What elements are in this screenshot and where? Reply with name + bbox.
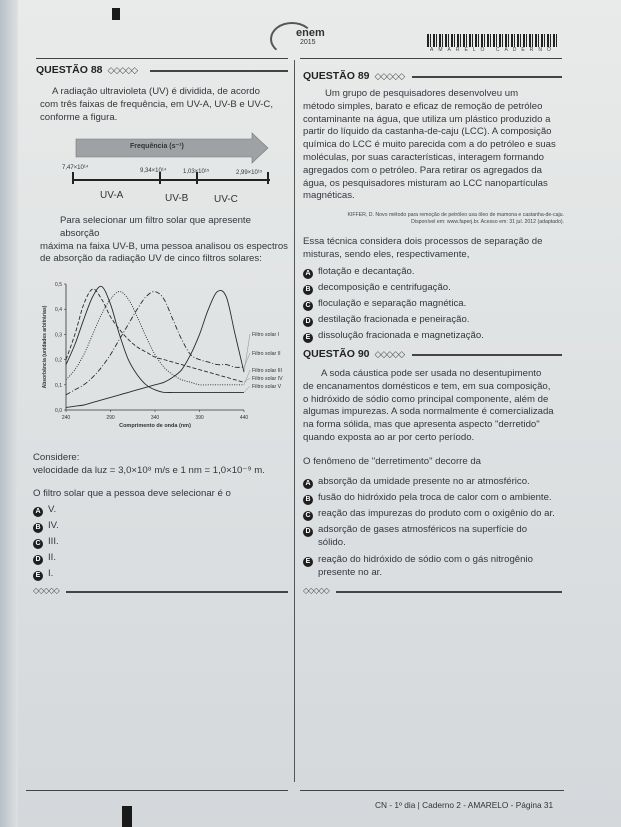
option-bullet: D <box>303 317 313 327</box>
source-line: Disponível em: www.faperj.br. Acesso em: 31 jul. 2012 (adaptado). <box>411 218 564 225</box>
series-leader-line <box>244 353 250 367</box>
q90-intro-line: algumas impurezas. A soda normalmente é comercializada <box>303 406 554 418</box>
q89-heading-rule <box>412 76 562 78</box>
option-text: floculação e separação magnética. <box>318 298 467 309</box>
q88-option-c[interactable] <box>33 536 59 549</box>
q90-intro-line: quando exposta ao ar por certo período. <box>303 431 475 443</box>
header-rule-left <box>36 58 288 59</box>
option-bullet: E <box>33 571 43 581</box>
q90-heading <box>303 348 404 360</box>
q89-intro <box>303 88 565 203</box>
q88-para2-line: máxima na faixa UV-B, uma pessoa analisou os espectros <box>40 240 288 252</box>
q90-end-deco: ◇◇◇◇◇ <box>303 586 329 595</box>
q88-option-a[interactable] <box>33 504 56 517</box>
uv-tick-label: 9,34×10¹⁴ <box>140 168 167 174</box>
q89-heading <box>303 70 404 82</box>
footer-rule-right <box>300 790 564 791</box>
uv-tick-label: 2,99×10¹⁵ <box>236 170 263 176</box>
series-leader-line <box>244 378 250 382</box>
q89-option-a[interactable] <box>303 266 415 279</box>
registration-mark-top <box>112 8 120 20</box>
enem-logo <box>270 22 332 54</box>
option-bullet: C <box>33 539 43 549</box>
q90-option-c[interactable] <box>303 508 565 521</box>
option-text: destilação fracionada e peneiração. <box>318 314 470 325</box>
barcode-text: AMARELO CADERNO <box>430 47 556 53</box>
series-line-4 <box>66 289 244 382</box>
q88-deco: ◇◇◇◇◇ <box>107 65 138 75</box>
q89-question-line: Essa técnica considera dois processos de separação de <box>303 236 543 247</box>
q90-intro <box>303 368 565 445</box>
barcode <box>427 34 559 47</box>
y-tick-label: 0,2 <box>55 357 62 364</box>
series-label: Filtro solar IV <box>252 376 283 382</box>
option-text-cont: presente no ar. <box>318 567 383 578</box>
q88-option-d[interactable] <box>33 552 56 565</box>
x-tick-label: 290 <box>106 415 115 421</box>
series-leader-line <box>244 334 250 372</box>
q89-intro-line: química do LCC é muito parecida com a do petróleo e suas <box>303 139 556 151</box>
band-uvc: UV-C <box>214 194 238 205</box>
option-bullet: A <box>33 507 43 517</box>
q88-option-b[interactable] <box>33 520 59 533</box>
option-text: absorção da umidade presente no ar atmosférico. <box>318 476 530 487</box>
option-text: V. <box>48 504 57 515</box>
y-tick-label: 0,3 <box>55 332 62 339</box>
q89-intro-line: partir do líquido da castanha-de-caju (LCC). A composição <box>303 126 552 138</box>
series-line-2 <box>66 292 244 395</box>
q89-intro-line: água, os pesquisadores misturam ao LCC nanopartículas <box>303 177 548 189</box>
logo-year: 2015 <box>300 39 316 46</box>
option-text: flotação e decantação. <box>318 266 415 277</box>
q90-heading-rule <box>412 354 562 356</box>
q88-heading-rule <box>150 70 288 72</box>
absorbance-chart <box>30 272 292 450</box>
q88-intro-line: com três faixas de frequência, em UV-A, UV-B e UV-C, <box>40 98 274 110</box>
y-tick-label: 0,5 <box>55 282 62 288</box>
series-label: Filtro solar V <box>252 384 282 390</box>
logo-text: enem <box>296 27 325 39</box>
option-bullet: A <box>303 479 313 489</box>
option-text: reação das impurezas do produto com o oxigênio do ar. <box>318 508 555 519</box>
q88-option-e[interactable] <box>33 568 53 581</box>
option-text: III. <box>48 536 59 547</box>
series-label: Filtro solar II <box>252 351 281 357</box>
consider-values: velocidade da luz = 3,0×10⁸ m/s e 1 nm = 1,0×10⁻⁹ m. <box>33 464 265 476</box>
y-axis-title: Absorbância (unidades arbitrárias) <box>42 305 48 389</box>
q90-option-d[interactable] <box>303 524 565 550</box>
option-text: dissolução fracionada e magnetização. <box>318 330 484 341</box>
q89-question-line: misturas, sendo eles, respectivamente, <box>303 248 470 260</box>
q89-intro-line: Um grupo de pesquisadores desenvolveu um <box>325 88 519 99</box>
q90-intro-line: de encanamentos domésticos e tem, em sua composição, <box>303 380 551 392</box>
consider-label: Considere: <box>33 452 80 463</box>
q88-heading <box>36 64 137 76</box>
q89-intro-line: magnéticas. <box>303 190 355 202</box>
option-bullet: E <box>303 557 313 567</box>
q89-intro-line: agregados com o petróleo. Para retirar os agregados da <box>303 164 542 176</box>
x-tick-label: 340 <box>150 415 160 421</box>
option-bullet: D <box>303 527 313 537</box>
x-tick-label: 390 <box>195 415 204 421</box>
band-uvb: UV-B <box>165 193 189 204</box>
q89-deco: ◇◇◇◇◇ <box>374 71 405 81</box>
q88-para2 <box>40 215 292 266</box>
q88-para2-line: Para selecionar um filtro solar que apresente absorção <box>60 215 251 239</box>
q90-option-a[interactable] <box>303 476 565 489</box>
y-tick-label: 0,4 <box>55 307 62 314</box>
series-leader-line <box>244 386 250 392</box>
series-label: Filtro solar I <box>252 332 280 338</box>
registration-mark-bottom <box>122 806 132 827</box>
q88-end-deco: ◇◇◇◇◇ <box>33 586 59 595</box>
footer-rule-left <box>26 790 288 791</box>
option-text: reação do hidróxido de sódio com o gás nitrogênio <box>318 554 533 565</box>
q90-deco: ◇◇◇◇◇ <box>374 349 405 359</box>
option-text: I. <box>48 568 54 579</box>
q88-intro-line: A radiação ultravioleta (UV) é dividida, de acordo <box>52 86 260 97</box>
q90-intro-line: o hidróxido de sódio como principal componente, além de <box>303 393 549 405</box>
option-bullet: D <box>33 555 43 565</box>
band-uva: UV-A <box>100 190 124 201</box>
x-tick-label: 440 <box>239 415 249 421</box>
q89-title: QUESTÃO 89 <box>303 70 370 82</box>
q89-intro-line: contaminante na água, que utiliza um plástico produzido a <box>303 113 551 125</box>
q88-intro <box>40 86 292 124</box>
q89-intro-line: moléculas, por suas características, interagem formando <box>303 151 545 163</box>
column-divider <box>294 60 295 782</box>
option-text: adsorção de gases atmosféricos na superfície do <box>318 524 528 535</box>
q89-option-d[interactable] <box>303 314 469 327</box>
page-fold-shadow <box>0 0 18 827</box>
q89-option-b[interactable] <box>303 282 451 295</box>
q88-intro-line: conforme a figura. <box>40 111 118 123</box>
page-footer: CN - 1º dia | Caderno 2 - AMARELO - Página 31 <box>375 800 554 810</box>
q88-question: O filtro solar que a pessoa deve selecionar é o <box>33 488 231 499</box>
q90-question: O fenômeno de "derretimento" decorre da <box>303 456 481 467</box>
x-axis-title: Comprimento de onda (nm) <box>119 423 191 429</box>
option-bullet: C <box>303 301 313 311</box>
option-bullet: C <box>303 511 313 521</box>
source-line: KIFFER, D. Novo método para remoção de petróleo usa óleo de mamona e castanha-de-caju. <box>347 212 564 218</box>
uv-tick-label: 7,47×10¹⁴ <box>62 165 89 171</box>
option-bullet: E <box>303 333 313 343</box>
option-text-cont: sólido. <box>318 537 346 548</box>
q90-end-rule <box>336 591 562 593</box>
option-bullet: B <box>303 495 313 505</box>
q90-option-b[interactable] <box>303 492 565 505</box>
q89-option-e[interactable] <box>303 330 484 343</box>
option-text: IV. <box>48 520 59 531</box>
option-text: fusão do hidróxido pela troca de calor com o ambiente. <box>318 492 552 503</box>
frequency-label: Frequência (s⁻¹) <box>130 143 184 150</box>
q88-para2-line: de absorção da radiação UV de cinco filtros solares: <box>40 253 262 265</box>
q90-intro-line: na forma sólida, mas que apresenta aspecto "derretido" <box>303 419 540 431</box>
q89-option-c[interactable] <box>303 298 466 311</box>
option-bullet: A <box>303 269 313 279</box>
q88-end-rule <box>66 591 288 593</box>
q89-source <box>312 212 564 225</box>
q89-intro-line: método simples, barato e eficaz de remoção de petróleo <box>303 100 543 112</box>
series-label: Filtro solar III <box>252 368 282 374</box>
series-leader-line <box>244 370 250 385</box>
x-tick-label: 240 <box>61 415 71 421</box>
q89-question <box>303 236 565 262</box>
y-tick-label: 0,1 <box>55 382 62 389</box>
series-line-3 <box>66 292 244 385</box>
y-tick-label: 0,0 <box>55 408 62 414</box>
q88-title: QUESTÃO 88 <box>36 64 103 76</box>
q90-intro-line: A soda cáustica pode ser usada no desentupimento <box>321 368 542 379</box>
option-bullet: B <box>303 285 313 295</box>
q90-option-e[interactable] <box>303 554 565 580</box>
q88-consider <box>33 452 288 478</box>
option-text: decomposição e centrifugação. <box>318 282 451 293</box>
uv-tick-label: 1,03×10¹⁵ <box>183 169 210 175</box>
header-rule-right <box>300 58 562 59</box>
q90-title: QUESTÃO 90 <box>303 348 370 360</box>
option-bullet: B <box>33 523 43 533</box>
option-text: II. <box>48 552 56 563</box>
